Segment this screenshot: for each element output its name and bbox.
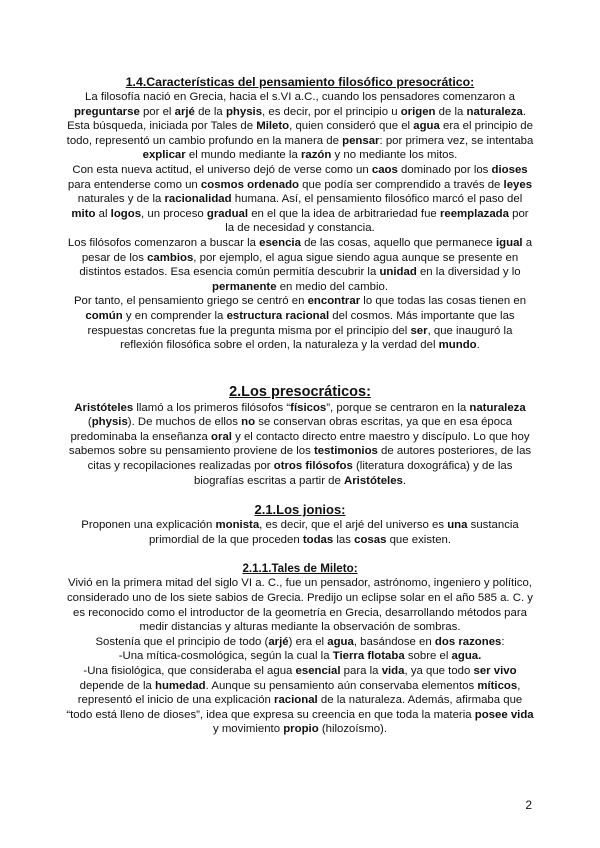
page-number: 2: [525, 798, 532, 812]
text-run: , es decir, que el arjé del universo es: [259, 519, 448, 532]
bold-term: monista: [215, 519, 260, 532]
bold-term: esencia: [259, 236, 301, 249]
paragraph: [66, 664, 534, 737]
section-body: [66, 90, 534, 353]
text-run: y el contacto directo entre maestro y discípulo. Lo que hoy sabemos sobre su pensamiento proviene de los: [68, 430, 530, 458]
section-tales: [66, 561, 534, 737]
bold-term: igual: [495, 236, 523, 249]
text-run: del cosmos. Más importante que las respuestas concretas fue la pregunta misma por el principio del: [87, 309, 515, 337]
bold-term: cambios: [147, 251, 194, 264]
text-run: , por ejemplo, el agua sigue siendo agua aunque se presente en distintos estados. Esa esencia común permitía descubrir la: [79, 251, 519, 279]
text-run: , ya que todo: [404, 665, 474, 677]
paragraph: [66, 576, 534, 634]
text-run: .: [522, 105, 527, 118]
text-run: . Aunque su pensamiento aún conservaba elementos: [205, 679, 478, 692]
text-run: (literatura doxográfica) y de las biografías escritas a partir de: [193, 460, 513, 487]
bold-term: leyes: [503, 178, 533, 191]
bold-term: todas: [302, 533, 334, 546]
text-run: humana. Así, el pensamiento filosófico marcó el paso del: [231, 193, 523, 206]
bold-term: Aristóteles: [344, 474, 403, 487]
text-run: llamó a los primeros filósofos “: [133, 401, 291, 414]
bold-term: cosmos ordenado: [200, 178, 300, 191]
text-run: por el: [139, 105, 175, 118]
text-run: naturales y de la: [77, 193, 165, 206]
bold-term: testimonios: [313, 445, 378, 458]
heading-tales: 2.1.1.Tales de Mileto:: [242, 562, 358, 576]
text-run: era el principio de todo, representó un cambio profundo en la manera de: [66, 120, 533, 147]
text-run: (: [87, 416, 92, 429]
bold-term: estructura racional: [226, 309, 330, 322]
text-run: ). De muchos de ellos: [127, 416, 242, 429]
text-run: a pesar de los: [81, 236, 533, 264]
paragraph: [66, 119, 534, 163]
paragraph: [66, 90, 534, 119]
text-run: , representó el inicio de una explicación: [77, 679, 521, 707]
bold-term: común: [85, 309, 123, 322]
bold-term: ser vivo: [473, 665, 517, 677]
paragraph: [66, 649, 534, 664]
bold-term: gradual: [206, 207, 249, 220]
bold-term: physis: [91, 416, 128, 429]
text-run: , basándose en: [353, 635, 435, 648]
paragraph: [66, 518, 534, 547]
text-run: , que inauguró la reflexión filosófica sobre el orden, la naturaleza y la verdad del: [120, 324, 513, 352]
bold-term: posee vida: [474, 708, 534, 721]
paragraph: [66, 635, 534, 650]
text-run: , quien consideró que el: [289, 120, 414, 133]
bold-term: physis: [225, 105, 263, 118]
text-run: dominado por los: [397, 163, 492, 176]
bold-term: permanente: [211, 280, 277, 293]
bold-term: razón: [300, 149, 332, 162]
bold-term: Mileto: [256, 120, 290, 133]
paragraph: [66, 236, 534, 294]
text-run: el mundo mediante la: [185, 149, 301, 162]
bold-term: una: [447, 519, 468, 532]
text-run: -Una fisiológica, que consideraba el agua: [83, 665, 296, 677]
bold-term: caos: [371, 163, 398, 176]
text-run: Los filósofos comenzaron a buscar la: [67, 236, 260, 249]
text-run: de la naturaleza. Además, afirmaba que “todo está lleno de dioses”, idea que expresa su creencia en que toda la materia: [66, 694, 523, 721]
bold-term: mito: [71, 207, 96, 220]
bold-term: arjé: [174, 105, 195, 118]
text-run: las: [333, 533, 355, 546]
text-run: La filosofía nació en Grecia, hacia el s.VI a.C., cuando los pensadores comenzaron a: [85, 91, 515, 103]
heading-presocraticos: 2.Los presocráticos:: [229, 383, 371, 400]
text-run: Por tanto, el pensamiento griego se centró en: [73, 295, 308, 308]
text-run: para entenderse como un: [67, 178, 201, 191]
bold-term: vida: [381, 665, 405, 677]
paragraph: [66, 401, 534, 489]
text-run: Esta búsqueda, iniciada por Tales de: [67, 120, 257, 133]
text-run: al: [95, 207, 111, 220]
text-run: Con esta nueva actitud, el universo dejó de verse como un: [72, 163, 372, 176]
text-run: de autores posteriores, de las citas y recopilaciones realizadas por: [87, 445, 532, 473]
bold-term: dos razones: [434, 635, 502, 648]
text-run: de la: [435, 105, 467, 118]
text-run: , es decir, por el principio u: [262, 105, 401, 118]
text-run: -Una mítica-cosmológica, según la cual la: [118, 650, 333, 663]
text-run: ”, porque se centraron en la: [326, 401, 470, 414]
heading-jonios: 2.1.Los jonios:: [254, 502, 346, 518]
bold-term: naturaleza: [466, 105, 523, 118]
text-run: para la: [340, 665, 382, 677]
bold-term: arjé: [268, 635, 289, 648]
text-run: Sostenía que el principio de todo (: [95, 635, 269, 648]
text-run: en medio del cambio.: [276, 280, 388, 293]
paragraph: [66, 163, 534, 236]
bold-term: logos: [110, 207, 142, 220]
text-run: que existen.: [386, 533, 452, 546]
bold-term: encontrar: [307, 295, 361, 308]
bold-term: otros filósofos: [273, 460, 353, 473]
heading-caracteristicas: 1.4.Características del pensamiento filosófico presocrático:: [125, 75, 475, 89]
bold-term: Tierra flotaba: [332, 650, 405, 663]
text-run: ) era el: [288, 635, 328, 648]
text-run: Proponen una explicación: [81, 519, 216, 532]
section-jonios: [66, 501, 534, 547]
bold-term: unidad: [379, 266, 417, 279]
bold-term: pensar: [342, 134, 380, 147]
text-run: y en comprender la: [122, 309, 227, 322]
bold-term: explicar: [142, 149, 186, 162]
section-presocraticos: [66, 383, 534, 489]
paragraph: [66, 294, 534, 352]
bold-term: no: [241, 416, 256, 429]
bold-term: agua: [413, 120, 440, 133]
bold-term: preguntarse: [73, 105, 140, 118]
text-run: que podía ser comprendido a través de: [299, 178, 504, 191]
bold-term: míticos: [477, 679, 518, 692]
bold-term: agua: [327, 635, 354, 648]
text-run: Vivió en la primera mitad del siglo VI a. C., fue un pensador, astrónomo, ingeniero y político, considerado uno de los siete sabios de Grecia. Predijo un eclipse solar en el año 585 a. C. y es reconocido como el introductor de la geometría en Grecia, desarrollando métodos para medir distancias y alturas mediante la observación de sombras.: [66, 577, 534, 634]
section-body: [66, 401, 534, 489]
text-run: :: [501, 635, 505, 648]
bold-term: reemplazada: [439, 207, 509, 220]
text-run: sustancia primordial de la que proceden: [148, 519, 519, 546]
text-run: en la diversidad y lo: [416, 266, 521, 279]
bold-term: humedad: [155, 679, 206, 692]
text-run: .: [476, 339, 480, 352]
bold-term: ser: [410, 324, 428, 337]
text-run: y no mediante los mitos.: [331, 149, 458, 162]
bold-term: racionalidad: [164, 193, 232, 206]
text-run: y movimiento: [212, 723, 284, 736]
bold-term: agua.: [451, 650, 482, 663]
bold-term: origen: [400, 105, 436, 118]
text-run: : por primera vez, se intentaba: [379, 134, 534, 147]
text-run: de la: [194, 105, 226, 118]
text-run: de las cosas, aquello que permanece: [300, 236, 496, 249]
bold-term: Aristóteles: [74, 401, 134, 414]
text-run: .: [402, 474, 407, 487]
bold-term: propio: [283, 723, 319, 736]
bold-term: mundo: [438, 339, 477, 352]
section-caracteristicas: [66, 74, 534, 353]
text-run: se conservan obras escritas, ya que en esa época predominaba la enseñanza: [70, 416, 513, 443]
bold-term: cosas: [354, 533, 387, 546]
text-run: (hilozoísmo).: [318, 723, 388, 736]
bold-term: esencial: [295, 665, 341, 677]
bold-term: racional: [274, 694, 318, 707]
text-run: por la de necesidad y constancia.: [225, 207, 529, 235]
text-run: sobre el: [404, 650, 452, 663]
text-run: depende de la: [79, 679, 155, 692]
text-run: , un proceso: [141, 207, 207, 220]
bold-term: físicos: [290, 401, 327, 414]
text-run: lo que todas las cosas tienen en: [360, 295, 527, 308]
bold-term: naturaleza: [469, 401, 526, 414]
text-run: en el que la idea de arbitrariedad fue: [248, 207, 440, 220]
section-body: [66, 576, 534, 737]
section-body: [66, 518, 534, 547]
bold-term: dioses: [491, 163, 528, 176]
bold-term: oral: [211, 430, 232, 443]
